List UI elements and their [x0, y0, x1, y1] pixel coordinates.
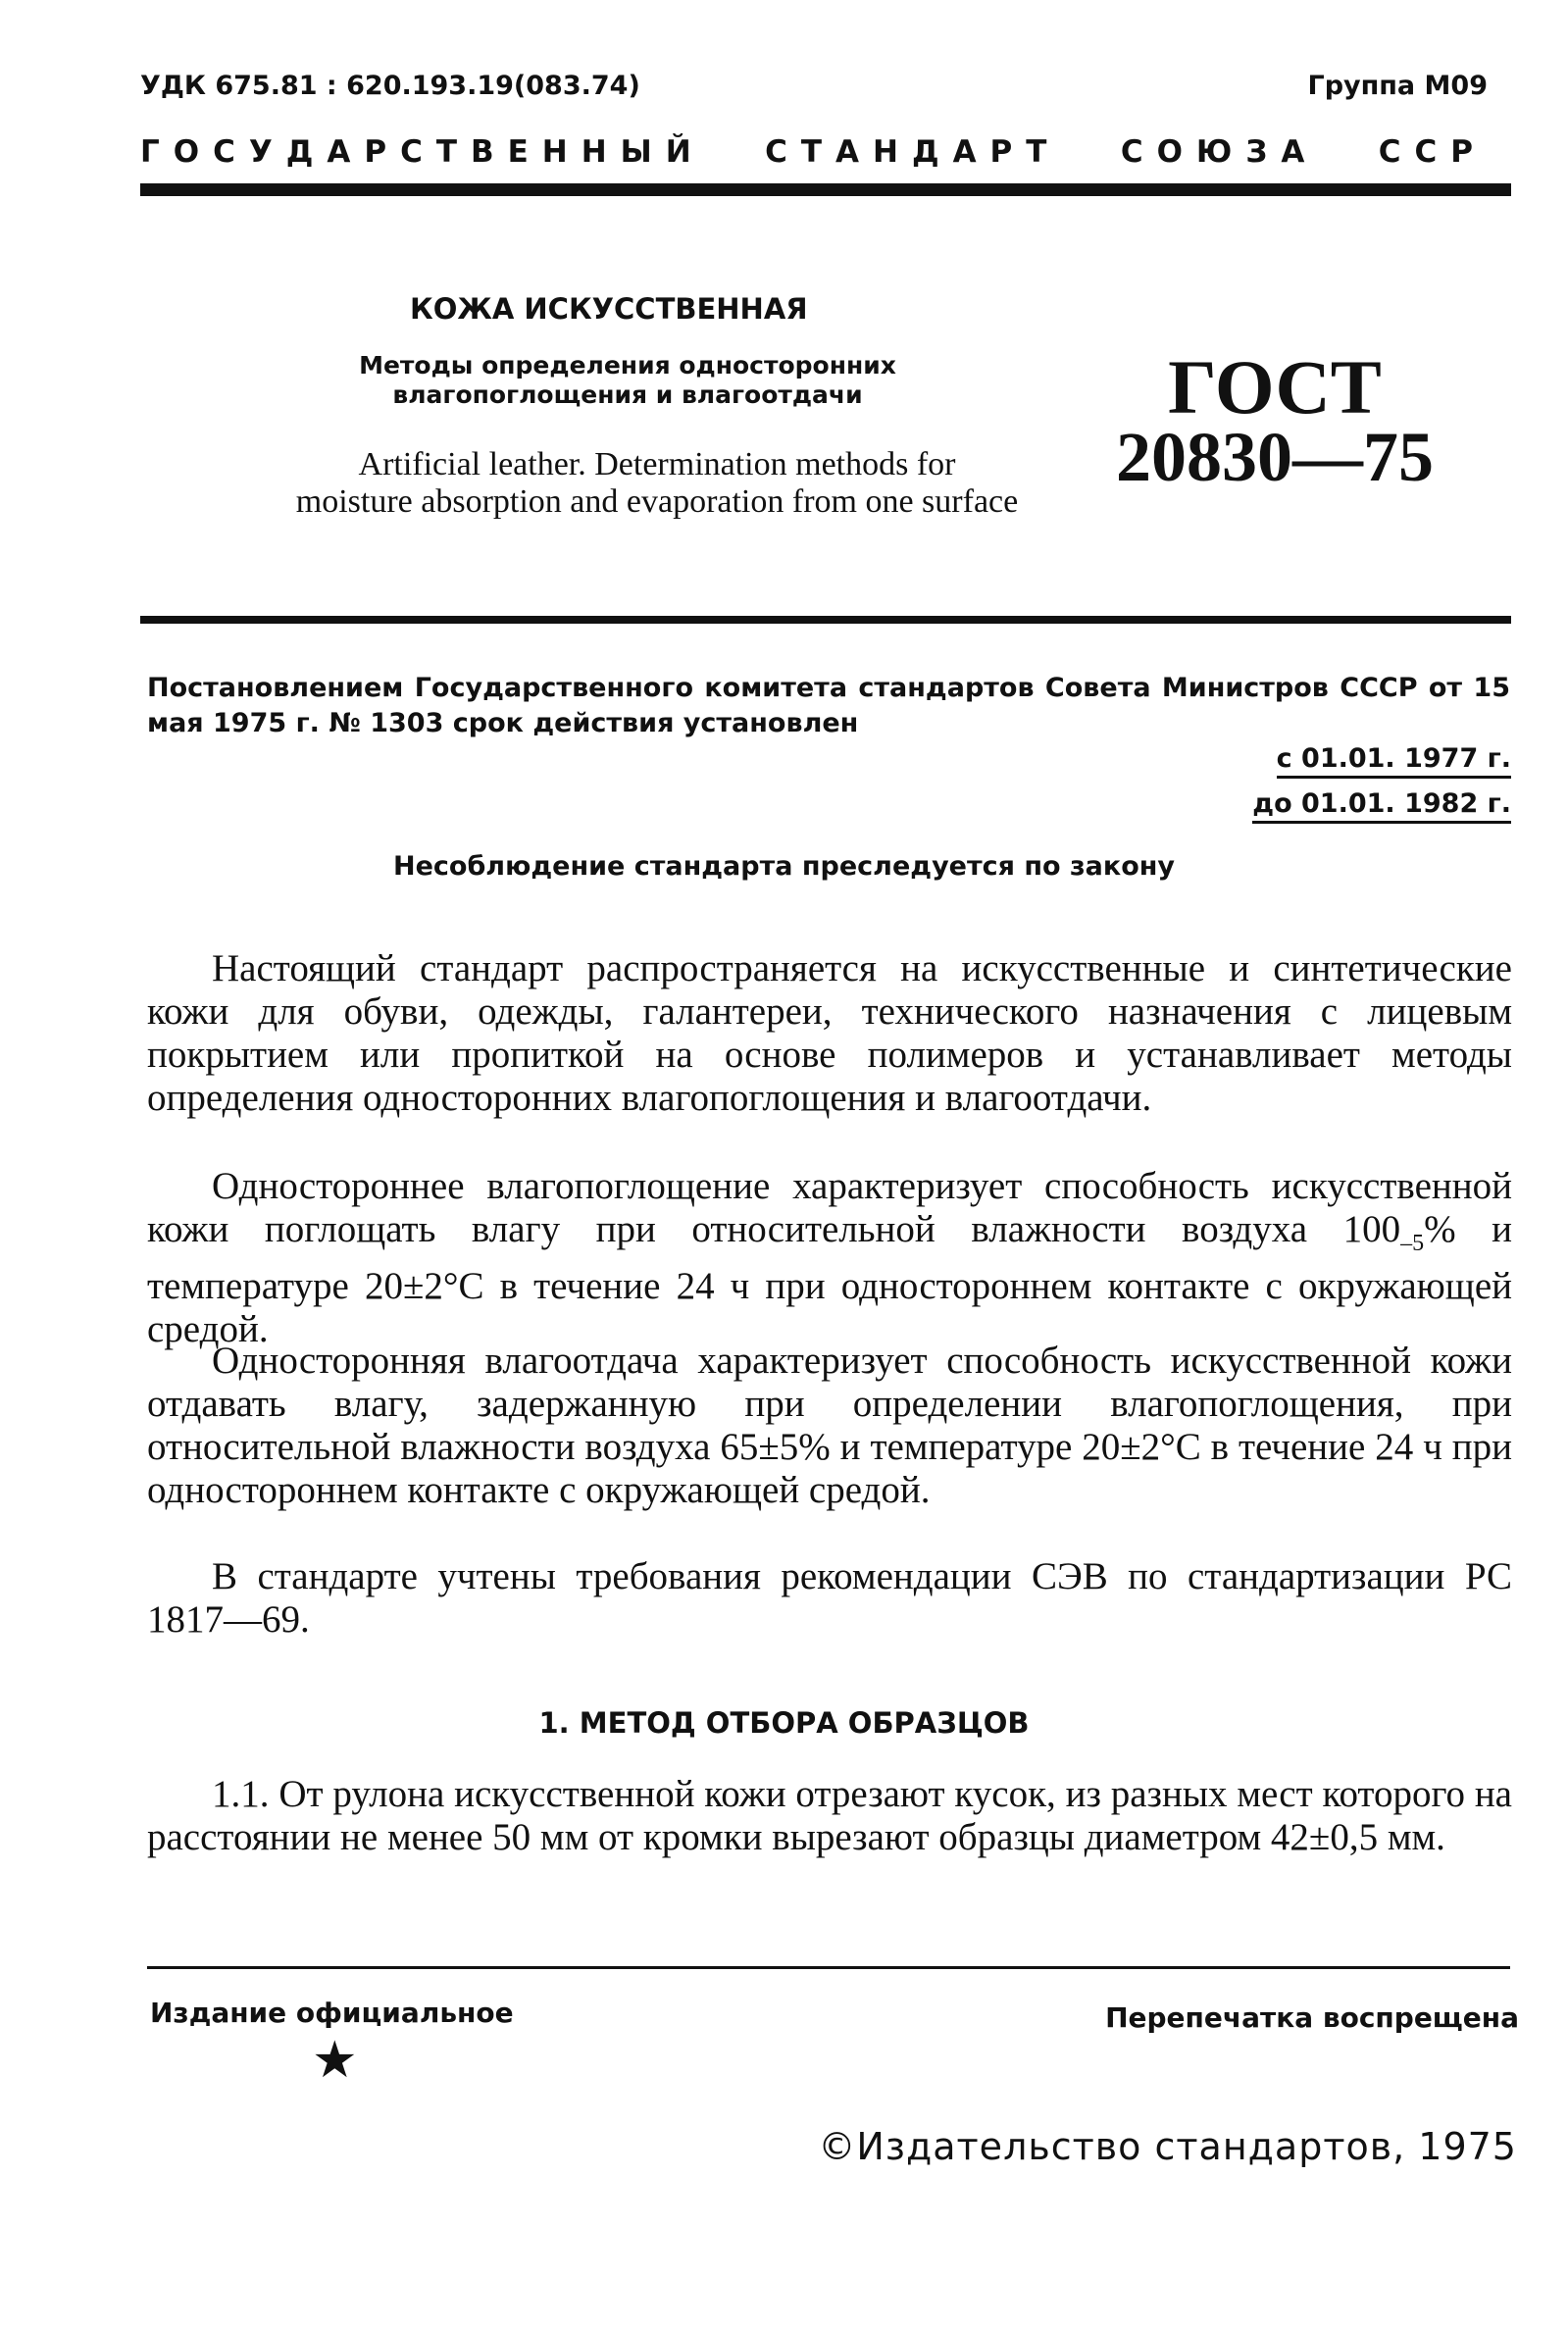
subtitle-line-1: Методы определения односторонних — [359, 351, 896, 380]
heading-word-1: ГОСУДАРСТВЕННЫЙ — [140, 134, 705, 170]
paragraph-scope — [147, 947, 1512, 1120]
paragraph-scope-text: Настоящий стандарт распространяется на искусственные и синтетические кожи для обуви, одежды, галантереи, технического назначения с лицевым покрытием или пропиткой на основе полимеров и устанавливает методы определения односторонних влагопоглощения и влагоотдачи. — [147, 947, 1512, 1119]
paragraph-cmea-text: В стандарте учтены требования рекомендации СЭВ по стандартизации РС 1817—69. — [147, 1555, 1512, 1641]
paragraph-evaporation — [147, 1340, 1512, 1512]
paragraph-absorption-text-b: % и температуре 20±2°С в течение 24 ч при одностороннем контакте с окружающей средой. — [147, 1208, 1512, 1350]
paragraph-absorption-text-a: Одностороннее влагопоглощение характеризует способность искусственной кожи поглощать влагу при относительной влажности воздуха 100 — [147, 1165, 1512, 1250]
state-standard-heading — [140, 134, 1487, 170]
document-subtitle — [294, 351, 961, 409]
copyright-notice: ©Издательство стандартов, 1975 — [818, 2125, 1517, 2168]
validity-date-from: с 01.01. 1977 г. — [1277, 743, 1511, 779]
english-line-1: Artificial leather. Determination methods for — [358, 446, 956, 482]
udk-code: УДК 675.81 : 620.193.19(083.74) — [140, 71, 640, 101]
footer-rule — [147, 1966, 1510, 1969]
validity-date-to: до 01.01. 1982 г. — [1252, 788, 1511, 824]
english-line-2: moisture absorption and evaporation from one surface — [295, 483, 1019, 521]
noncompliance-notice: Несоблюдение стандарта преследуется по закону — [392, 851, 1176, 882]
humidity-tolerance-sub: –5 — [1400, 1230, 1425, 1256]
reprint-prohibited: Перепечатка воспрещена — [1105, 2001, 1519, 2034]
heading-word-4: ССР — [1378, 134, 1487, 170]
subtitle-line-2: влагопоглощения и влагоотдачи — [392, 380, 863, 409]
paragraph-1-1-text: 1.1. От рулона искусственной кожи отрезают кусок, из разных мест которого на расстоянии не менее 50 мм от кромки вырезают образцы диаметром 42±0,5 мм. — [147, 1773, 1512, 1858]
official-edition: Издание официальное — [150, 1997, 514, 2029]
top-rule — [140, 183, 1511, 196]
paragraph-cmea — [147, 1555, 1512, 1642]
paragraph-absorption — [147, 1165, 1512, 1351]
document-title: КОЖА ИСКУССТВЕННАЯ — [410, 292, 808, 326]
group-code: Группа М09 — [1307, 71, 1488, 101]
middle-rule — [140, 616, 1511, 624]
heading-word-3: СОЮЗА — [1120, 134, 1319, 170]
gost-label: ГОСТ — [1168, 344, 1382, 430]
paragraph-1-1 — [147, 1773, 1512, 1859]
decree-text: Постановлением Государственного комитета стандартов Совета Министров СССР от 15 мая 1975 г. № 1303 срок действия установлен — [147, 673, 1510, 738]
section-1-heading: 1. МЕТОД ОТБОРА ОБРАЗЦОВ — [538, 1706, 1030, 1740]
paragraph-evaporation-text: Односторонняя влагоотдача характеризует способность искусственной кожи отдавать влагу, задержанную при определении влагопоглощения, при относительной влажности воздуха 65±5% и температуре 20±2°С в течение 24 ч при одностороннем контакте с окружающей средой. — [147, 1340, 1512, 1511]
english-title — [235, 446, 1079, 521]
gost-number: 20830—75 — [1116, 418, 1434, 496]
star-icon: ★ — [312, 2031, 358, 2090]
heading-word-2: СТАНДАРТ — [765, 134, 1061, 170]
